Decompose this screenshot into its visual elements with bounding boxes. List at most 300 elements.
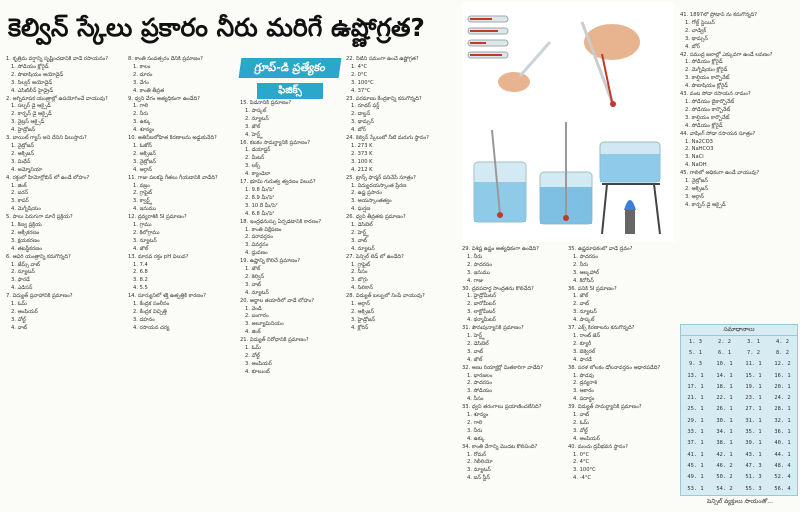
- answer-option: 1. విద్యుదయస్కాంత ప్రేరణ: [351, 182, 407, 189]
- question-text: 24. కెల్విన్ స్కేలులో నీటి మరుగు స్థానం?: [346, 135, 429, 142]
- answer-option: 4. సీసం: [467, 396, 484, 403]
- physics-apparatus-illustration: [462, 2, 674, 242]
- answer-option: 4. 6.8 మీ/సె²: [245, 210, 275, 217]
- answer-key-cell: 49. 1: [687, 474, 704, 481]
- answer-option: 4. కిరోసిన్: [573, 277, 594, 284]
- answer-key-title: సమాధానాలు: [681, 325, 797, 336]
- answer-option: 4. NaOH: [685, 162, 707, 169]
- lab-photo: [462, 2, 674, 242]
- answer-option: 1. జౌల్: [573, 293, 589, 300]
- answer-key-cell: 19. 1: [745, 383, 762, 390]
- answer-option: 1. నైట్రోజన్: [11, 142, 35, 149]
- question-text: 32. అణు రియాక్టర్లో మితకారిగా వాడేది?: [462, 364, 543, 371]
- question-text: 17. భూమి గురుత్వ త్వరణం విలువ?: [240, 179, 316, 186]
- question-text: 38. సరళ లోలకం డోలనావర్తనం ఆధారపడేది?: [568, 364, 661, 371]
- answer-option: 1. శూన్యం: [467, 412, 489, 419]
- answer-key-cell: 43. 1: [745, 451, 762, 458]
- answer-option: 4. రసాయన చర్య: [133, 324, 170, 331]
- answer-option: 2. మీటర్: [245, 155, 265, 162]
- answer-key-row: [681, 347, 797, 358]
- answer-option: 4. న్యూటన్: [351, 245, 375, 252]
- answer-key-cell: 48. 4: [774, 462, 791, 469]
- answer-key-cell: 50. 2: [716, 474, 733, 481]
- answer-option: 2. పరావర్తనం: [245, 234, 274, 241]
- answer-option: 3. బొగ్గు: [351, 277, 368, 284]
- answer-option: 4. 5.5: [133, 285, 148, 292]
- question-text: 26. ధ్వని తీవ్రతకు ప్రమాణం?: [346, 214, 406, 221]
- answer-key-cell: 42. 1: [716, 451, 733, 458]
- answer-key-cell: 6. 1: [718, 349, 731, 356]
- answer-option: 4. ఫారడే: [573, 356, 592, 363]
- question-text: 43. వంట సోడా రసాయన నామం?: [680, 91, 751, 98]
- beaker-middle-icon: [540, 122, 592, 224]
- answer-key-cell: 47. 3: [745, 462, 762, 469]
- answer-key-row: [681, 370, 797, 381]
- answer-option: 4. బోర్: [685, 43, 700, 50]
- answer-key-cell: 29. 1: [687, 417, 704, 424]
- answer-option: 4. అమ్మోనియా: [11, 166, 43, 173]
- answer-option: 1. జింక్: [11, 182, 27, 189]
- answer-option: 4. ఐన్ స్టీన్: [467, 475, 490, 482]
- question-column-6: [568, 246, 674, 502]
- answer-option: 3. నైట్రస్ ఆక్సైడ్: [11, 119, 45, 126]
- answer-key-cell: 13. 1: [687, 372, 704, 379]
- answer-key-cell: 37. 1: [687, 440, 704, 447]
- answer-option: 2. గెలీలియో: [467, 459, 493, 466]
- question-text: 1. కృత్రిమ వర్షాన్ని సృష్టించడానికి వాడే రసాయనం?: [6, 56, 108, 62]
- answer-key-cell: 4. 2: [776, 338, 789, 345]
- answer-option: 4. 212 K: [351, 166, 373, 173]
- answer-option: 1. ఓమ్: [11, 301, 27, 308]
- question-column-1: [6, 56, 124, 502]
- answer-option: 4. క్యాండెలా: [245, 171, 271, 178]
- answer-key-cell: 17. 1: [687, 383, 704, 390]
- answer-key-cell: 21. 1: [687, 395, 704, 402]
- question-column-5: [462, 246, 564, 502]
- question-text: 9. ధ్వని వేగం అత్యధికంగా ఉండేది?: [128, 95, 200, 102]
- answer-option: 2. 0°C: [351, 71, 368, 78]
- answer-option: 3. సిల్వర్ అయోడైడ్: [11, 79, 53, 86]
- question-text: 15. పీడనానికి ప్రమాణం?: [240, 100, 292, 106]
- answer-option: 4. ఘర్షణ: [351, 206, 371, 213]
- answer-option: 2. న్యూటన్: [245, 115, 269, 122]
- answer-option: 2. ఆక్సిజన్: [11, 150, 34, 157]
- answer-option: 3. క్షయకరణం: [11, 237, 40, 244]
- answer-key-cell: 16. 1: [774, 372, 791, 379]
- answer-option: 3. న్యూటన్: [573, 309, 597, 316]
- answer-key-row: [681, 426, 797, 437]
- answer-option: 1. సోడియం క్లోరైడ్: [685, 59, 723, 66]
- answer-option: 1. 4°C: [351, 63, 368, 70]
- answer-option: 4. కార్బన్ డై ఆక్సైడ్: [685, 201, 726, 208]
- answer-option: 3. ఆల్కహాల్: [573, 269, 599, 276]
- answer-option: 3. 8.2: [133, 277, 148, 284]
- answer-key-cell: 46. 2: [716, 462, 733, 469]
- answer-key-cell: 1. 3: [689, 338, 702, 345]
- answer-option: 4. -4°C: [573, 475, 591, 482]
- answer-option: 4. ధ్రువణం: [245, 250, 268, 257]
- answer-option: 3. వివర్తనం: [245, 242, 269, 249]
- answer-option: 4. 37°C: [351, 87, 371, 94]
- answer-option: 1. హైడ్రోమీటర్: [467, 293, 497, 300]
- question-text: 14. సూర్యునిలో శక్తి ఉత్పత్తికి కారణం?: [128, 293, 206, 300]
- answer-option: 1. భారజలం: [467, 372, 493, 379]
- answer-option: 4. పొటాషియం క్లోరైడ్: [685, 83, 728, 90]
- answer-option: 1. వాట్: [573, 412, 590, 419]
- answer-option: 4. సోడియం క్లోరైడ్: [685, 122, 723, 129]
- answer-option: 4. కాంతి తీవ్రత: [133, 87, 165, 94]
- answer-key-cell: 18. 1: [716, 383, 733, 390]
- answer-option: 4. పాస్కల్: [573, 317, 595, 324]
- answer-option: 2. కిలోగ్రాము: [133, 229, 160, 236]
- question-column-3: [240, 100, 342, 502]
- answer-option: 3. సోడియం: [467, 388, 493, 395]
- answer-option: 3. లక్స్: [245, 163, 261, 170]
- answer-key-cell: 23. 1: [745, 395, 762, 402]
- answer-option: 1. 9.8 మీ/సె²: [245, 186, 275, 193]
- answer-key-cell: 52. 4: [774, 474, 791, 481]
- answer-option: 1. 273 K: [351, 142, 373, 149]
- answer-option: 1. రాంట్ జెన్: [573, 332, 601, 339]
- answer-option: 3. నైట్రోజన్: [133, 158, 157, 165]
- answer-option: 3. ఆంపియర్: [245, 360, 272, 367]
- answer-option: 3. దహనం: [133, 316, 155, 323]
- answer-key-cell: 5. 1: [689, 349, 702, 356]
- answer-option: 1. డెసిబెల్: [351, 222, 373, 229]
- answer-option: 4. ఉక్కు: [467, 435, 485, 442]
- question-text: 20. అద్దాల తయారీలో వాడే లోహం?: [240, 297, 315, 304]
- answer-key-cell: 32. 1: [774, 417, 791, 424]
- answer-option: 2. న్యూటన్: [11, 269, 35, 276]
- answer-option: 3. ఆకారం: [573, 388, 594, 395]
- question-text: 30. ద్రవపదార్థ సాంద్రతను కొలిచేది?: [462, 285, 534, 292]
- answer-option: 3. 100 K: [351, 158, 373, 165]
- answer-key-cell: 26. 1: [716, 406, 733, 413]
- answer-option: 4. ఆర్గాన్: [133, 166, 153, 173]
- answer-option: 2. బంగారం: [245, 313, 269, 320]
- question-text: 34. కాంతి వేగాన్ని మొదట కొలిచింది?: [462, 443, 538, 450]
- answer-option: 2. పాదరసం: [467, 261, 492, 268]
- answer-option: 1. రూథర్ ఫర్డ్: [351, 103, 380, 110]
- answer-option: 4. థర్మామీటర్: [467, 317, 497, 324]
- answer-option: 1. ఓజోన్: [133, 142, 152, 149]
- answer-key-cell: 38. 1: [716, 440, 733, 447]
- question-text: 37. ఎక్స్ కిరణాలను కనుగొన్నది?: [568, 325, 635, 332]
- answer-option: 1. డయాప్టర్: [245, 147, 271, 154]
- answer-option: 1. హెర్ట్జ్: [467, 332, 485, 339]
- answer-option: 2. 4°C: [573, 459, 590, 466]
- answer-option: 3. ఆర్గాన్: [685, 193, 705, 200]
- answer-key-box: [680, 324, 798, 496]
- answer-key-cell: 55. 3: [745, 485, 762, 492]
- answer-key-cell: 34. 1: [716, 429, 733, 436]
- answer-option: 2. పాదరసం: [467, 380, 492, 387]
- answer-option: 3. ఇనుము: [467, 269, 490, 276]
- answer-option: 1. 7.4: [133, 261, 148, 268]
- answer-option: 1. ఓమ్: [245, 345, 261, 352]
- answer-option: 4. ఎడిసన్: [11, 285, 33, 292]
- answer-option: 1. నీరు: [467, 253, 483, 260]
- answer-key-cell: 30. 1: [716, 417, 733, 424]
- question-text: 12. ద్రవ్యరాశికి SI ప్రమాణం?: [128, 214, 187, 221]
- answer-option: 3. 100°C: [573, 467, 596, 474]
- answer-option: 2. సోడియం కార్బొనేట్: [685, 106, 731, 113]
- answer-option: 2. 8.9 మీ/సె²: [245, 194, 275, 201]
- answer-option: 3. నీరు: [467, 427, 483, 434]
- answer-option: 1. సోడియం బైకార్బొనేట్: [685, 98, 735, 105]
- answer-option: 2. సీసం: [351, 269, 368, 276]
- answer-option: 4. ఇనుము: [133, 206, 156, 213]
- answer-option: 2. 373 K: [351, 150, 373, 157]
- answer-key-cell: 7. 2: [747, 349, 760, 356]
- answer-key-cell: 8. 2: [776, 349, 789, 356]
- answer-option: 2. బారోమీటర్: [467, 301, 496, 308]
- answer-key-row: [681, 438, 797, 449]
- answer-option: 1. వజ్రం: [133, 182, 150, 189]
- question-text: 18. ఇంద్రధనుస్సు ఏర్పడటానికి కారణం?: [240, 218, 322, 225]
- question-text: 23. పరమాణు కేంద్రకాన్ని కనుగొన్నది?: [346, 95, 422, 102]
- answer-option: 2. కార్బన్ డై ఆక్సైడ్: [11, 111, 52, 118]
- answer-option: 4. హెర్ట్జ్: [245, 131, 263, 138]
- answer-key-cell: 45. 1: [687, 462, 704, 469]
- answer-option: 3. కాపర్: [11, 198, 29, 205]
- answer-key-cell: 22. 1: [716, 395, 733, 402]
- answer-key-cell: 53. 1: [687, 485, 704, 492]
- answer-option: 2. ఆక్సిజన్: [685, 185, 708, 192]
- answer-option: 4. క్లోరిన్: [351, 324, 369, 331]
- answer-option: 3. న్యూటన్: [133, 237, 157, 244]
- answer-option: 4. వాట్: [11, 324, 28, 331]
- question-text: 7. విద్యుత్ ప్రవాహానికి ప్రమాణం?: [6, 293, 73, 300]
- beaker-left-icon: [474, 130, 526, 222]
- answer-option: 4. కూలుంబ్: [245, 368, 270, 375]
- credit-line: పెన్సిల్ వ్యక్తులు సాయంతో...: [707, 498, 773, 505]
- answer-option: 1. 0°C: [573, 451, 590, 458]
- answer-option: 1. సోడియం క్లోరైడ్: [11, 63, 49, 70]
- answer-key-cell: 44. 1: [774, 451, 791, 458]
- answer-option: 1. వెండి: [245, 305, 262, 312]
- question-text: 22. నీటిని సమంగా ఉంచే ఉష్ణోగ్రత?: [346, 56, 419, 62]
- group-d-banner: [240, 58, 340, 99]
- answer-option: 2. ద్రవ్యరాశి: [573, 380, 597, 387]
- answer-option: 4. జౌల్: [133, 245, 149, 252]
- answer-option: 2. వాట్: [573, 301, 590, 308]
- answer-key-cell: 27. 1: [745, 406, 762, 413]
- answer-option: 1. గ్రాము: [133, 222, 152, 229]
- answer-key-cell: 41. 1: [687, 451, 704, 458]
- answer-key-cell: 20. 1: [774, 383, 791, 390]
- question-text: 42. సముద్ర జలాల్లో ఎక్కువగా ఉండే లవణం?: [680, 51, 773, 58]
- answer-option: 3. అయస్కాంతత్వం: [351, 198, 392, 205]
- answer-option: 2. ఉష్ణ ప్రసారం: [351, 190, 382, 197]
- answer-option: 2. గాలి: [467, 419, 483, 426]
- answer-key-cell: 3. 1: [747, 338, 760, 345]
- question-text: 8. కాంతి సంవత్సరం దేనికి ప్రమాణం?: [128, 56, 203, 62]
- answer-option: 3. థామ్సన్: [685, 35, 708, 42]
- answer-option: 1. కాలం: [133, 63, 151, 70]
- answer-key-row: [681, 472, 797, 483]
- answer-option: 2. హెర్ట్జ్: [351, 229, 369, 236]
- answer-option: 2. ఐరన్: [11, 190, 29, 197]
- answer-key-cell: 28. 1: [774, 406, 791, 413]
- answer-key-table: [681, 336, 797, 494]
- answer-option: 3. జౌల్: [245, 123, 261, 130]
- answer-key-cell: 36. 1: [774, 429, 791, 436]
- answer-key-row: [681, 381, 797, 392]
- bunsen-burner-icon: [600, 142, 660, 234]
- answer-option: 3. హైడ్రోజన్: [351, 316, 376, 323]
- answer-key-cell: 54. 2: [716, 485, 733, 492]
- answer-option: 2. చాడ్విక్: [685, 27, 707, 34]
- answer-option: 4. ఆంపియర్: [573, 435, 600, 442]
- answer-key-cell: 9. 3: [689, 361, 702, 368]
- question-column-7: [680, 12, 796, 320]
- answer-key-cell: 51. 3: [745, 474, 762, 481]
- answer-option: 4. న్యూటన్: [245, 289, 269, 296]
- answer-option: 3. అల్యూమినియం: [245, 321, 284, 328]
- answer-key-cell: 39. 1: [745, 440, 762, 447]
- answer-option: 2. కేంద్రక విచ్ఛిత్తి: [133, 309, 167, 315]
- answer-option: 3. NaCl: [685, 154, 704, 161]
- answer-option: 4. పదార్థం: [573, 396, 595, 403]
- answer-option: 1. నైట్రోజన్: [685, 178, 709, 185]
- question-text: 11. గాజు పలకపై గీతలు గీయడానికి వాడేది?: [128, 174, 218, 181]
- answer-key-row: [681, 392, 797, 403]
- answer-option: 3. మిథేన్: [11, 158, 31, 165]
- answer-key-cell: 2. 2: [718, 338, 731, 345]
- answer-option: 3. బెక్వెరల్: [573, 348, 596, 355]
- answer-key-cell: 10. 1: [716, 361, 733, 368]
- answer-option: 2. మెగ్నీషియం క్లోరైడ్: [685, 67, 728, 74]
- answer-option: 3. థామ్సన్: [351, 119, 374, 126]
- question-text: 27. పెన్సిల్ లెడ్ లో ఉండేది?: [346, 253, 404, 260]
- answer-option: 1. జేమ్స్ వాట్: [11, 261, 40, 268]
- question-text: 35. ఉష్ణమాపకంలో వాడే ద్రవం?: [568, 246, 633, 252]
- answer-option: 2. డెసిబెల్: [467, 340, 489, 347]
- answer-option: 2. దూరం: [133, 71, 153, 78]
- answer-option: 4. మెగ్నీషియం: [11, 206, 41, 213]
- question-column-4: [346, 56, 456, 502]
- answer-option: 3. క్వార్ట్జ్: [133, 198, 153, 205]
- answer-option: 4. సిలికాన్: [351, 285, 373, 292]
- answer-option: 3. వాట్: [245, 281, 262, 288]
- answer-key-cell: 15. 1: [745, 372, 762, 379]
- answer-key-row: [681, 336, 797, 347]
- answer-option: 4. తటస్థీకరణం: [11, 245, 42, 252]
- answer-key-row: [681, 483, 797, 494]
- question-text: 6. ఆవిరి యంత్రాన్ని కనుగొన్నది?: [6, 253, 71, 260]
- answer-option: 2. 6.8: [133, 269, 148, 276]
- answer-option: 4. శూన్యం: [133, 127, 155, 134]
- answer-option: 3. వోల్ట్: [11, 316, 26, 323]
- question-column-2: [128, 56, 238, 502]
- answer-option: 1. గాలి: [133, 103, 149, 110]
- answer-option: 2. కెల్విన్: [245, 273, 265, 280]
- answer-option: 3. ఫారడే: [11, 277, 30, 284]
- answer-option: 1. జౌల్: [245, 266, 261, 273]
- question-text: 39. విద్యుత్ సామర్థ్యానికి ప్రమాణం?: [568, 404, 642, 411]
- answer-key-row: [681, 415, 797, 426]
- answer-option: 2. నీరు: [133, 111, 149, 118]
- answer-key-cell: 11. 1: [745, 361, 762, 368]
- answer-option: 1. పొడవు: [573, 372, 594, 379]
- answer-option: 1. కేంద్రక సంలీనం: [133, 301, 170, 308]
- answer-key-row: [681, 404, 797, 415]
- answer-option: 4. బోర్: [351, 127, 366, 134]
- question-text: 16. కటకం సామర్థ్యానికి ప్రమాణం?: [240, 139, 311, 146]
- thermometer-set-icon: [468, 16, 508, 58]
- answer-option: 1. పాస్కల్: [245, 107, 267, 114]
- answer-key-cell: 40. 1: [774, 440, 791, 447]
- answer-option: 3. కాల్షియం కార్బొనేట్: [685, 75, 730, 82]
- answer-option: 2. NaHCO3: [685, 146, 714, 153]
- question-text: 13. మానవ రక్తం pH విలువ?: [128, 253, 189, 260]
- banner-title: గ్రూప్-డి ప్రత్యేకం: [239, 58, 342, 78]
- answer-option: 4. జింక్: [245, 329, 261, 336]
- answer-option: 2. నీరు: [573, 261, 589, 268]
- answer-option: 1. ఆర్గాన్: [351, 301, 371, 308]
- answer-option: 1. Na2CO3: [685, 138, 713, 145]
- answer-option: 3. 100°C: [351, 79, 374, 86]
- answer-key-cell: 56. 4: [774, 485, 791, 492]
- question-text: 21. విద్యుత్ నిరోధానికి ప్రమాణం?: [240, 337, 309, 344]
- question-text: 33. ధ్వని తరంగాలు ప్రయాణించలేనిది?: [462, 404, 542, 411]
- question-text: 44. వాషింగ్ సోడా రసాయన సూత్రం?: [680, 130, 756, 137]
- answer-key-cell: 35. 1: [745, 429, 762, 436]
- answer-option: 3. వాట్: [467, 348, 484, 355]
- question-text: 4. రక్తంలో హిమోగ్లోబిన్ లో ఉండే లోహం?: [6, 174, 90, 181]
- answer-option: 1. పాదరసం: [573, 253, 598, 260]
- question-text: 3. బాయిల్ గ్యాస్ అని దేనిని పిలుస్తారు?: [6, 135, 87, 142]
- question-text: 2. అగ్నిమాపక యంత్రాల్లో ఉపయోగించే వాయువు?: [6, 95, 108, 102]
- answer-key-row: [681, 449, 797, 460]
- answer-option: 2. పొటాషియం అయోడైడ్: [11, 71, 64, 78]
- question-text: 41. 1897లో ప్రోటాన్ ను కనుగొన్నది?: [680, 12, 757, 18]
- answer-key-cell: 24. 2: [774, 395, 791, 402]
- answer-option: 2. ఆక్సిజన్: [133, 150, 156, 157]
- answer-key-cell: 12. 2: [774, 361, 791, 368]
- answer-key-row: [681, 460, 797, 471]
- answer-option: 1. సల్ఫర్ డై ఆక్సైడ్: [11, 103, 51, 110]
- answer-key-row: [681, 359, 797, 370]
- answer-option: 3. 10.8 మీ/సె²: [245, 202, 278, 209]
- answer-option: 2. ఆక్సీకరణం: [11, 229, 40, 236]
- page-headline: కెల్విన్ స్కేలు ప్రకారం నీరు మరిగే ఉష్ణోగ్రత?: [8, 13, 425, 42]
- answer-option: 3. న్యూటన్: [467, 467, 491, 474]
- answer-option: 4. గాజు: [467, 277, 484, 284]
- answer-key-cell: 14. 1: [716, 372, 733, 379]
- question-text: 36. పనికి SI ప్రమాణం?: [568, 285, 617, 292]
- answer-option: 3. వోల్ట్: [573, 427, 588, 434]
- answer-key-cell: 25. 1: [687, 406, 704, 413]
- answer-option: 3. కాల్షియం కార్బొనేట్: [685, 114, 730, 121]
- question-text: 40. మంచు ద్రవీభవన స్థానం?: [568, 443, 628, 450]
- answer-option: 3. ఉక్కు: [133, 119, 151, 126]
- answer-option: 2. ఆంపియర్: [11, 309, 38, 315]
- question-text: 31. పౌనఃపున్యానికి ప్రమాణం?: [462, 325, 524, 332]
- answer-option: 1. కాంతి విక్షేపణం: [245, 226, 282, 233]
- answer-option: 2. గ్రాఫైట్: [133, 190, 152, 197]
- hand-thermometer-icon: [498, 22, 640, 107]
- question-text: 28. విద్యుత్ బల్బులో నింపే వాయువు?: [346, 293, 425, 300]
- answer-option: 2. క్యూరీ: [573, 340, 592, 347]
- answer-option: 3. వేగం: [133, 79, 149, 86]
- answer-option: 2. డాల్టన్: [351, 111, 371, 118]
- answer-option: 3. లాక్టోమీటర్: [467, 309, 496, 316]
- answer-option: 2. ఆక్సిజన్: [351, 309, 374, 315]
- answer-option: 3. వాట్: [351, 237, 368, 244]
- answer-option: 1. గోల్డ్ స్టెయిన్: [685, 19, 715, 26]
